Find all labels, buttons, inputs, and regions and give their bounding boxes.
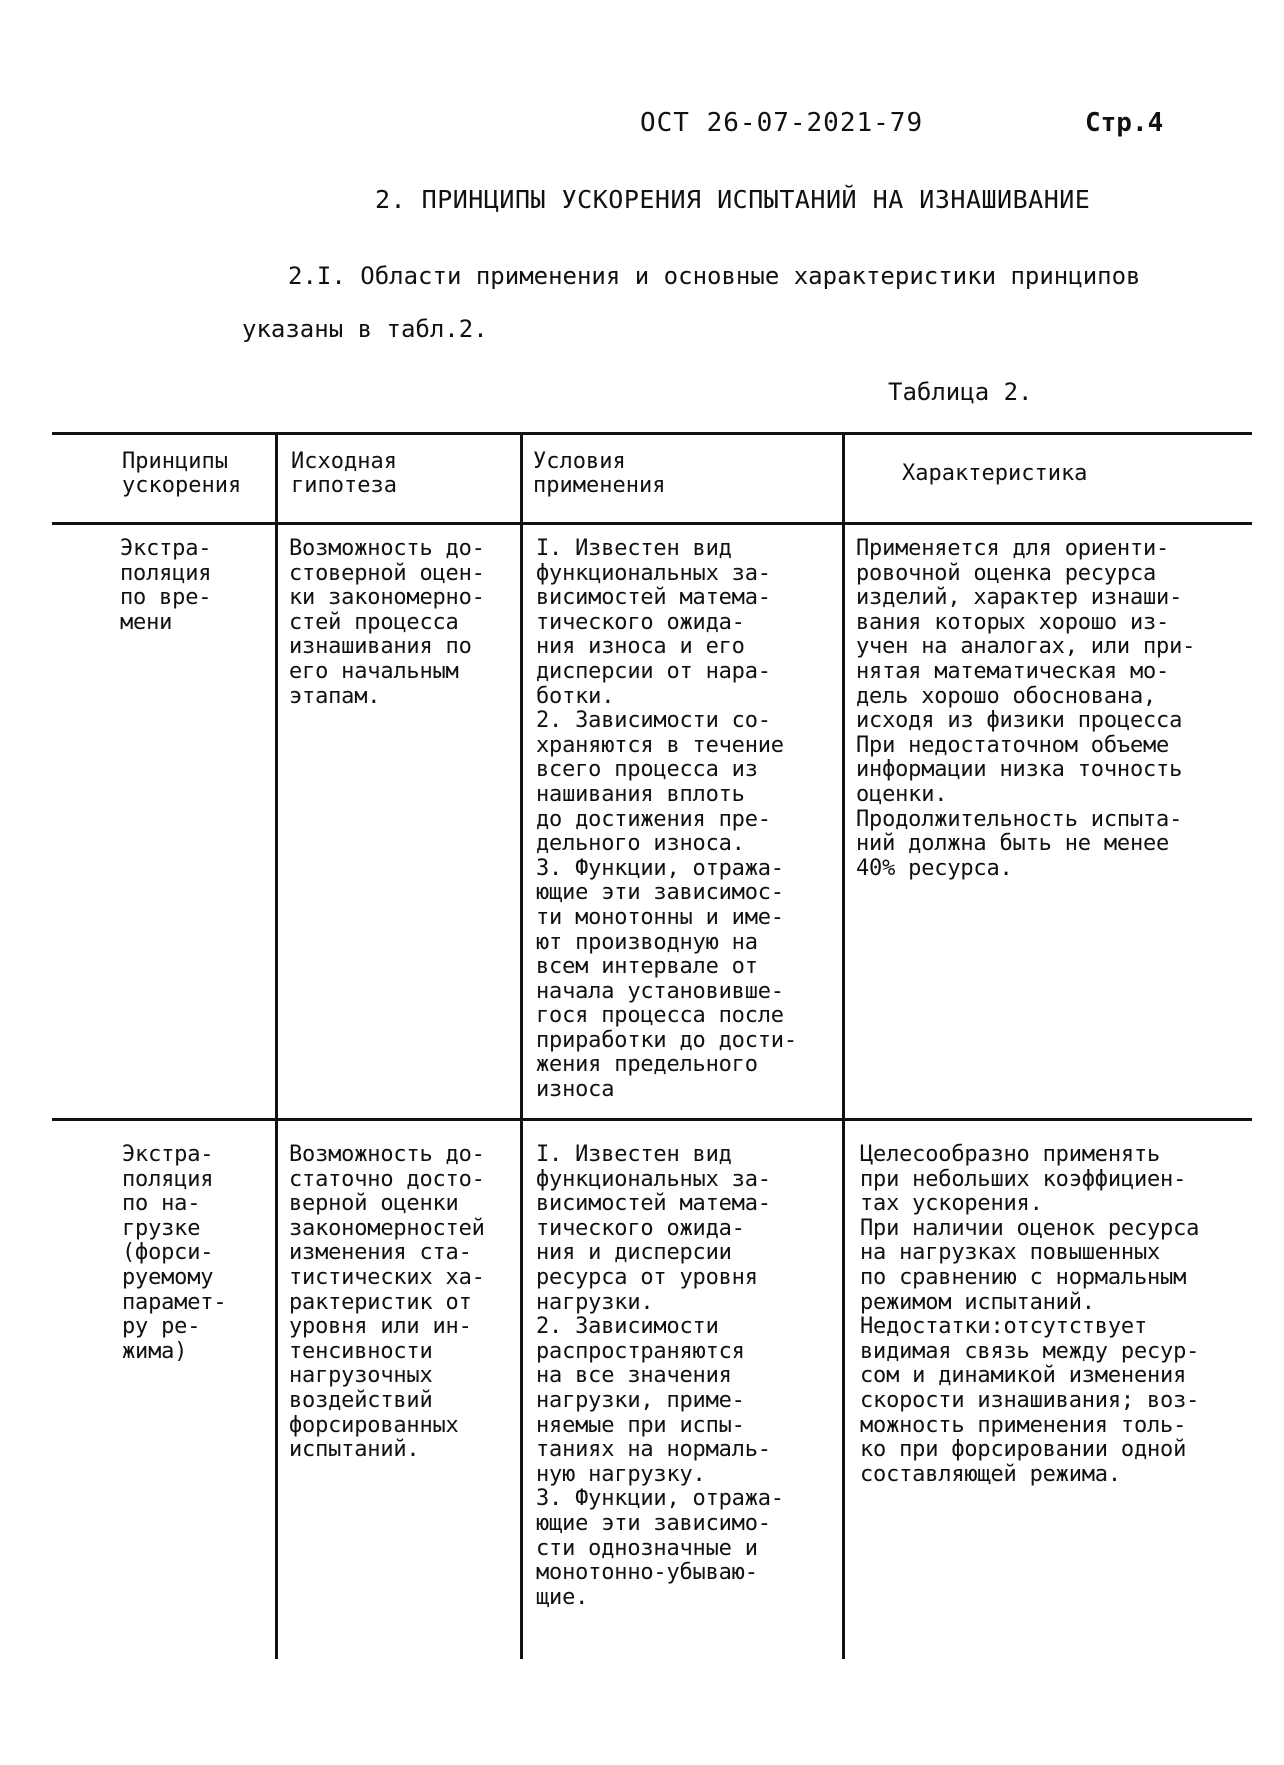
- row2-conditions: I. Известен вид функциональных за- висимостей матема- тического ожида- ния и дисперсии ресурса от уровня нагрузки. 2. Зависимости распространяются на все значения нагрузки, приме- няемые при испы- таниях на нормаль- ную нагрузку. 3. Функции, отража- ющие эти зависимо- сти однозначные и монотонно-убываю- щие.: [536, 1142, 784, 1610]
- header-conditions: Условия применения: [533, 449, 666, 498]
- row1-principle: Экстра- поляция по вре- мени: [120, 536, 212, 635]
- table-header-rule: [52, 522, 1252, 525]
- row2-characteristic: Целесообразно применять при небольших коэффициен- тах ускорения. При наличии оценок ресурса на нагрузках повышенных по сравнению с нормальным режимом испытаний. Недостатки:отсутствует видимая связь между ресур- сом и динамикой изменения скорости изнашивания; воз- можность применения толь- ко при форсировании одной составляющей режима.: [860, 1142, 1200, 1487]
- row1-conditions: I. Известен вид функциональных за- висимостей матема- тического ожида- ния износа и его дисперсии от нара- ботки. 2. Зависимости со- храняются в течение всего процесса из нашивания вплоть до достижения пре- дельного износа. 3. Функции, отража- ющие эти зависимос- ти монотонны и име- ют производную на всем интервале от начала установивше- гося процесса после приработки до дости- жения предельного износа: [536, 536, 797, 1103]
- header-characteristic: Характеристика: [902, 461, 1088, 486]
- table-column-rule-1: [275, 434, 278, 1659]
- table-row-divider: [52, 1118, 1252, 1121]
- document-code: ОСТ 26-07-2021-79: [640, 108, 924, 138]
- table-column-rule-2: [520, 434, 523, 1659]
- paragraph-line-1: 2.I. Области применения и основные характеристики принципов: [288, 262, 1141, 290]
- table-caption: Таблица 2.: [888, 378, 1033, 406]
- header-principles: Принципы ускорения: [122, 449, 242, 498]
- table-column-rule-3: [842, 434, 845, 1659]
- row1-hypothesis: Возможность до- стоверной оцен- ки закономерно- стей процесса изнашивания по его начальным этапам.: [289, 536, 485, 709]
- paragraph-line-2: указаны в табл.2.: [242, 315, 488, 343]
- row1-characteristic: Применяется для ориенти- ровочной оценка ресурса изделий, характер изнаши- вания которых хорошо из- учен на аналогах, или при- нятая математическая мо- дель хорошо обоснована, исходя из физики процесса При недостаточном объеме информации низка точность оценки. Продолжительность испыта- ний должна быть не менее 40% ресурса.: [856, 536, 1196, 881]
- header-hypothesis: Исходная гипотеза: [291, 449, 397, 498]
- row2-hypothesis: Возможность до- статочно досто- верной оценки закономерностей изменения ста- тистических ха- рактеристик от уровня или ин- тенсивности нагрузочных воздействий форсированных испытаний.: [289, 1142, 485, 1463]
- table-top-rule: [52, 432, 1252, 435]
- page-number: Стр.4: [1085, 108, 1164, 138]
- row2-principle: Экстра- поляция по на- грузке (форси- руемому парамет- ру ре- жима): [122, 1142, 227, 1364]
- section-title: 2. ПРИНЦИПЫ УСКОРЕНИЯ ИСПЫТАНИЙ НА ИЗНАШИВАНИЕ: [375, 185, 1091, 214]
